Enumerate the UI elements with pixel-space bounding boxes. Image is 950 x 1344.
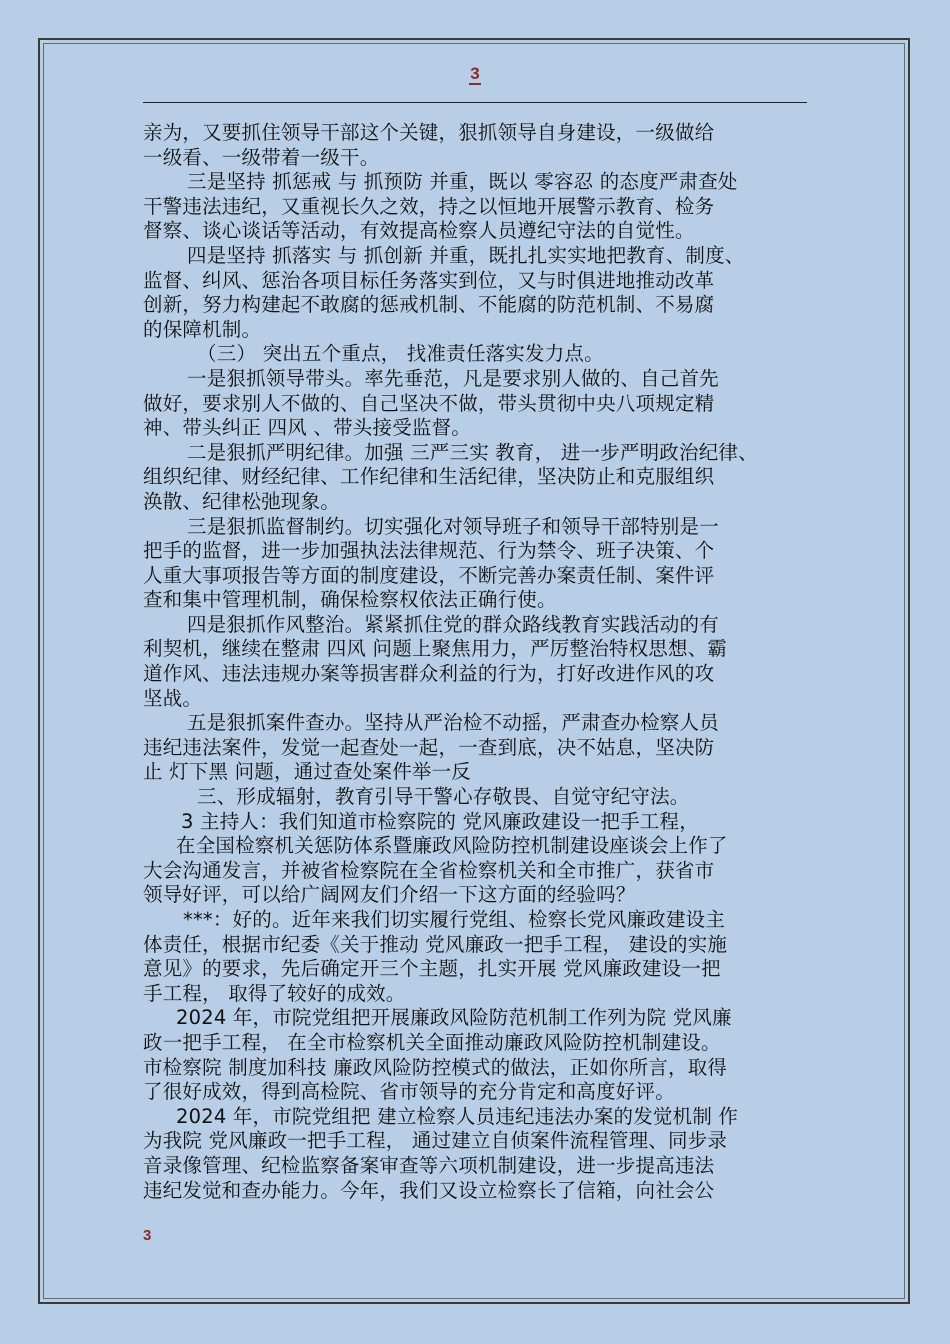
text-line: ***：好的。近年来我们切实履行党组、检察长党风廉政建设主	[183, 908, 726, 931]
text-line: 利契机，继续在整肃 四风 问题上聚焦用力，严厉整治特权思想、霸	[143, 637, 728, 661]
text-line: 督察、谈心谈话等活动，有效提高检察人员遵纪守法的自觉性。	[143, 219, 695, 243]
text-line: 人重大事项报告等方面的制度建设，不断完善办案责任制、案件评	[143, 563, 715, 587]
text-line: 在全国检察机关惩防体系暨廉政风险防控机制建设座谈会上作了	[176, 834, 728, 858]
header-rule	[143, 102, 807, 103]
text-line: 手工程， 取得了较好的成效。	[143, 981, 406, 1005]
text-line: 了很好成效，得到高检院、省市领导的充分肯定和高度好评。	[143, 1080, 675, 1104]
text-line: 道作风、违法违规办案等损害群众利益的行为，打好改进作风的攻	[143, 662, 715, 686]
text-line: 政一把手工程， 在全市检察机关全面推动廉政风险防控机制建设。	[143, 1030, 721, 1054]
text-line: 创新，努力构建起不敢腐的惩戒机制、不能腐的防范机制、不易腐	[143, 293, 715, 317]
text-line: 神、带头纠正 四风 、带头接受监督。	[143, 416, 471, 440]
text-line: 把手的监督，进一步加强执法法律规范、行为禁令、班子决策、个	[143, 539, 715, 563]
text-line: 二是狠抓严明纪律。加强 三严三实 教育， 进一步严明政治纪律、	[187, 440, 758, 464]
document-body	[143, 121, 813, 1203]
text-line: 四是狠抓作风整治。紧紧抓住党的群众路线教育实践活动的有	[187, 612, 719, 636]
text-line: 领导好评，可以给广阔网友们介绍一下这方面的经验吗？	[143, 883, 636, 907]
text-line: 止 灯下黑 问题，通过查处案件举一反	[143, 760, 471, 784]
text-line: 坚战。	[143, 686, 203, 710]
text-line: 的保障机制。	[143, 317, 262, 341]
text-line: 五是狠抓案件查办。坚持从严治检不动摇，严肃查办检察人员	[187, 711, 719, 735]
text-line: 违纪违法案件，发觉一起查处一起，一查到底，决不姑息，坚决防	[143, 735, 715, 759]
text-line: 2024 年，市院党组把开展廉政风险防范机制工作列为院 党风廉	[176, 1006, 732, 1030]
footer-page-number: 3	[143, 1227, 152, 1244]
text-line: 一级看、一级带着一级干。	[143, 145, 380, 169]
text-line: 一是狠抓领导带头。率先垂范，凡是要求别人做的、自己首先	[187, 366, 719, 390]
header-page-number: 3	[470, 64, 480, 83]
text-line: 三是狠抓监督制约。切实强化对领导班子和领导干部特别是一	[187, 514, 719, 538]
text-line: 涣散、纪律松弛现象。	[143, 489, 341, 513]
text-line: 做好，要求别人不做的、自己坚决不做，带头贯彻中央八项规定精	[143, 391, 715, 415]
text-line: 3 主持人：我们知道市检察院的 党风廉政建设一把手工程，	[181, 809, 699, 833]
text-line: 三是坚持 抓惩戒 与 抓预防 并重，既以 零容忍 的态度严肃查处	[187, 170, 738, 194]
text-line: 市检察院 制度加科技 廉政风险防控模式的做法，正如你所言，取得	[143, 1055, 728, 1079]
text-line: 为我院 党风廉政一把手工程， 通过建立自侦案件流程管理、同步录	[143, 1129, 728, 1153]
text-line: 亲为，又要抓住领导干部这个关键，狠抓领导自身建设，一级做给	[143, 121, 715, 144]
text-line: （三） 突出五个重点， 找准责任落实发力点。	[197, 342, 604, 366]
text-line: 2024 年，市院党组把 建立检察人员违纪违法办案的发觉机制 作	[176, 1104, 739, 1128]
text-line: 查和集中管理机制，确保检察权依法正确行使。	[143, 588, 557, 612]
text-line: 三、形成辐射，教育引导干警心存敬畏、自觉守纪守法。	[197, 785, 690, 809]
text-line: 监督、纠风、惩治各项目标任务落实到位，又与时俱进地推动改革	[143, 268, 715, 292]
text-line: 意见》的要求，先后确定开三个主题，扎实开展 党风廉政建设一把	[143, 957, 721, 981]
text-line: 干警违法违纪，又重视长久之效，持之以恒地开展警示教育、检务	[143, 194, 715, 218]
text-line: 体责任，根据市纪委《关于推动 党风廉政一把手工程， 建设的实施	[143, 932, 728, 956]
text-line: 大会沟通发言，并被省检察院在全省检察机关和全市推广，获省市	[143, 858, 715, 882]
text-line: 音录像管理、纪检监察备案审查等六项机制建设，进一步提高违法	[143, 1153, 715, 1177]
text-line: 组织纪律、财经纪律、工作纪律和生活纪律，坚决防止和克服组织	[143, 465, 715, 489]
text-line: 四是坚持 抓落实 与 抓创新 并重，既扎扎实实地把教育、制度、	[187, 243, 745, 267]
text-line: 违纪发觉和查办能力。今年，我们又设立检察长了信箱，向社会公	[143, 1178, 715, 1202]
